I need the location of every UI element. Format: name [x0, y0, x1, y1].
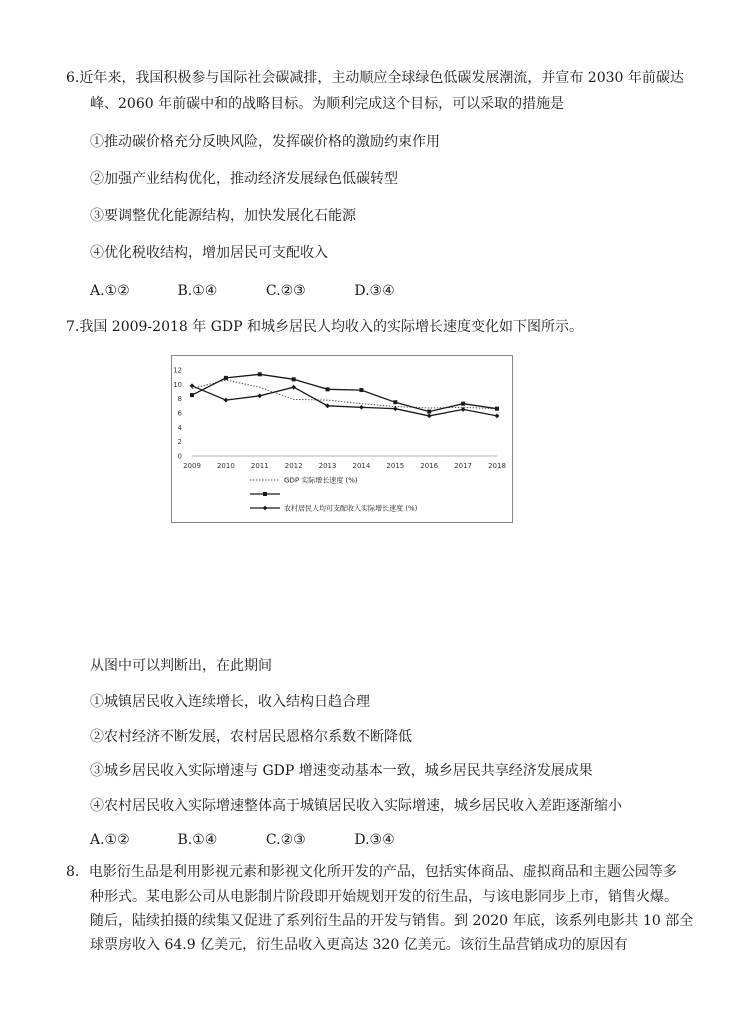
x-tick-label: 2016: [420, 462, 439, 470]
y-tick-label: 4: [177, 423, 182, 432]
growth-line-chart: [171, 355, 513, 523]
series-point: [359, 388, 363, 392]
q7-choice-a[interactable]: A.①②: [90, 832, 130, 848]
q8-line2: 种形式。某电影公司从电影制片阶段即开始规划开发的衍生品，与该电影同步上市，销售火爆。: [90, 889, 678, 905]
legend-marker: [263, 492, 267, 496]
series-point: [326, 387, 330, 391]
series-point: [427, 413, 432, 418]
y-tick-label: 12: [173, 366, 182, 375]
series-point: [393, 400, 397, 404]
q7-lead: 从图中可以判断出，在此期间: [90, 658, 272, 674]
legend-label-3: 农村居民人均可支配收入实际增长速度 (%): [284, 504, 418, 513]
series-line-1: [192, 380, 497, 409]
q6-stem-line1: 6.近年来，我国积极参与国际社会碳减排，主动顺应全球绿色低碳发展潮流，并宣布 2030 年前碳达: [66, 70, 684, 86]
x-tick-label: 2012: [284, 462, 303, 470]
series-point: [190, 383, 195, 388]
x-tick-label: 2011: [250, 462, 269, 470]
q6-choices: [90, 281, 395, 301]
q6-option-1: ①推动碳价格充分反映风险，发挥碳价格的激励约束作用: [90, 134, 440, 150]
y-tick-label: 8: [177, 395, 182, 404]
q7-choices: [90, 830, 395, 850]
x-tick-label: 2014: [352, 462, 371, 470]
series-point: [291, 385, 296, 390]
q7-option-4: ④农村居民收入实际增速整体高于城镇居民收入实际增速，城乡居民收入差距逐渐缩小: [90, 798, 622, 814]
series-point: [224, 376, 228, 380]
series-point: [461, 402, 465, 406]
series-point: [359, 405, 364, 410]
q6-choice-c[interactable]: C.②③: [265, 283, 306, 299]
series-point: [495, 407, 499, 411]
x-tick-label: 2010: [216, 462, 235, 470]
legend-label-1: GDP 实际增长速度 (%): [284, 476, 358, 485]
chart-canvas: [172, 356, 512, 522]
series-point: [258, 372, 262, 376]
q7-stem: 7.我国 2009-2018 年 GDP 和城乡居民人均收入的实际增长速度变化如下图所示。: [66, 319, 583, 335]
y-tick-label: 0: [177, 452, 182, 461]
q8-line4: 球票房收入 64.9 亿美元，衍生品收入更高达 320 亿美元。该衍生品营销成功的原因有: [90, 937, 628, 953]
q6-stem-line2: 峰、2060 年前碳中和的战略目标。为顺利完成这个目标，可以采取的措施是: [90, 96, 565, 112]
x-tick-label: 2017: [454, 462, 473, 470]
series-point: [427, 410, 431, 414]
q7-choice-d[interactable]: D.③④: [354, 832, 395, 848]
series-point: [223, 398, 228, 403]
x-tick-label: 2018: [488, 462, 506, 470]
q6-choice-b[interactable]: B.①④: [177, 283, 218, 299]
q7-option-3: ③城乡居民收入实际增速与 GDP 增速变动基本一致，城乡居民共享经济发展成果: [90, 763, 593, 779]
q7-option-1: ①城镇居民收入连续增长，收入结构日趋合理: [90, 694, 370, 710]
q8-line1: 8．电影衍生品是利用影视元素和影视文化所开发的产品，包括实体商品、虚拟商品和主题公园等多: [66, 864, 677, 880]
legend-marker: [263, 506, 268, 511]
q7-choice-c[interactable]: C.②③: [265, 832, 306, 848]
series-point: [257, 393, 262, 398]
y-tick-label: 10: [173, 380, 182, 389]
q6-option-4: ④优化税收结构，增加居民可支配收入: [90, 245, 328, 261]
q7-choice-b[interactable]: B.①④: [177, 832, 218, 848]
q6-choice-d[interactable]: D.③④: [354, 283, 395, 299]
x-tick-label: 2015: [386, 462, 405, 470]
y-tick-label: 6: [177, 409, 182, 418]
q6-option-3: ③要调整优化能源结构，加快发展化石能源: [90, 208, 356, 224]
y-tick-label: 2: [177, 438, 182, 447]
q8-line3: 随后，陆续拍摄的续集又促进了系列衍生品的开发与销售。到 2020 年底，该系列电影共 10 部全: [90, 913, 694, 929]
x-tick-label: 2009: [183, 462, 201, 470]
series-point: [495, 413, 500, 418]
series-point: [190, 393, 194, 397]
q6-option-2: ②加强产业结构优化，推动经济发展绿色低碳转型: [90, 171, 398, 187]
x-tick-label: 2013: [318, 462, 337, 470]
series-point: [292, 377, 296, 381]
q6-choice-a[interactable]: A.①②: [90, 283, 130, 299]
q7-option-2: ②农村经济不断发展，农村居民恩格尔系数不断降低: [90, 729, 412, 745]
series-point: [393, 406, 398, 411]
